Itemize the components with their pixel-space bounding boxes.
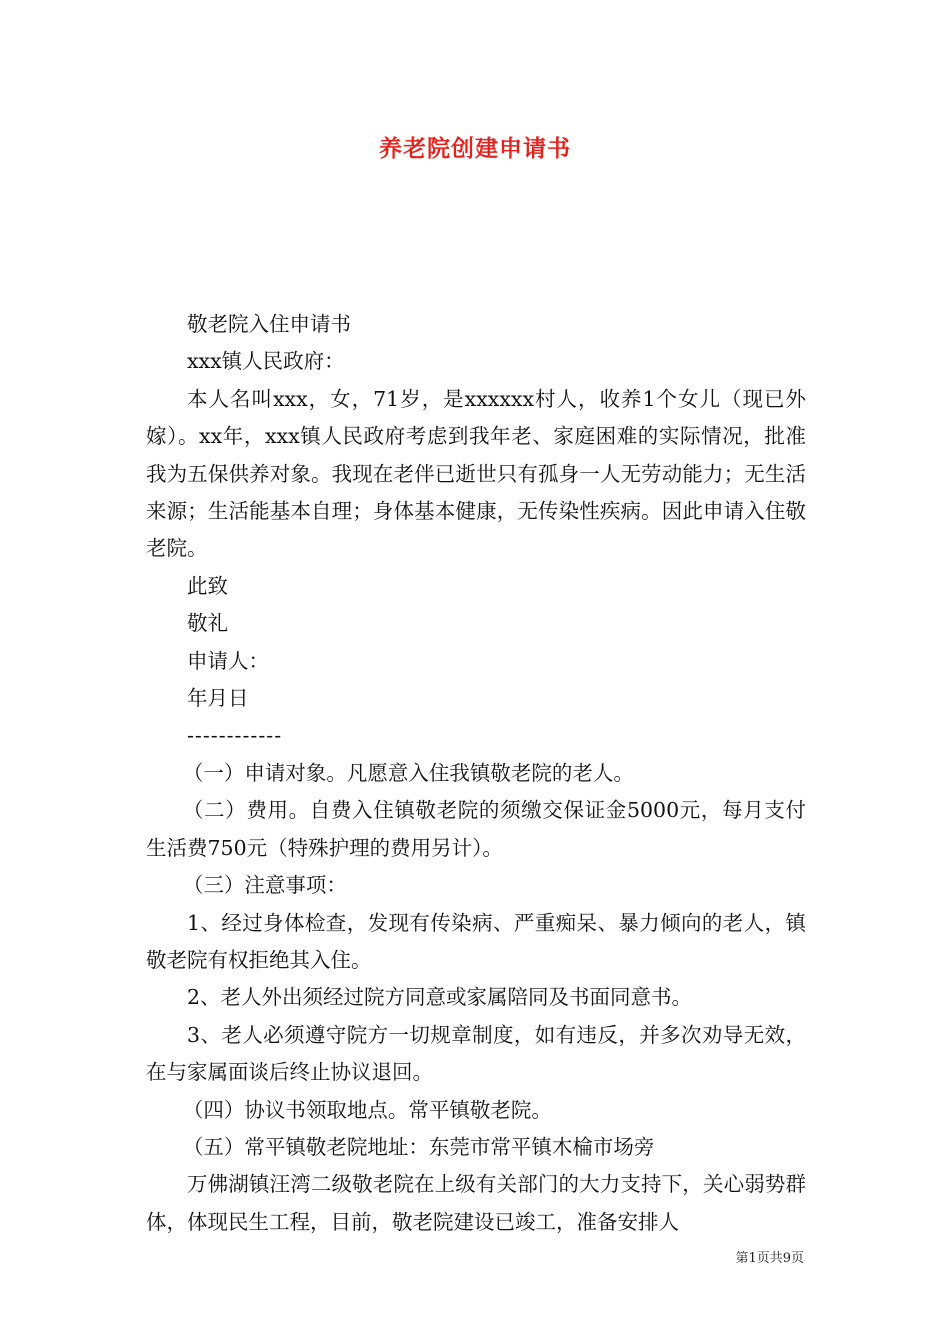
section-divider: ------------ [187,723,283,748]
page-title: 养老院创建申请书 [379,136,571,162]
closing-line: 此致 [187,573,228,598]
applicant-line: 申请人： [187,648,269,673]
rule-address: （五）常平镇敬老院地址：东莞市常平镇木棆市场旁 [182,1134,655,1159]
subheading: 敬老院入住申请书 [187,312,351,336]
closing-paragraph: 万佛湖镇汪湾二级敬老院在上级有关部门的大力支持下，关心弱势群体，体现民生工程，目前，敬老院建设已竣工，准备安排人 [146,1172,806,1234]
rule-applicants: （一）申请对象。凡愿意入住我镇敬老院的老人。 [182,760,634,785]
rule-fees: （二）费用。自费入住镇敬老院的须缴交保证金5000元，每月支付生活费750元（特殊护理的费用另计）。 [146,798,806,860]
application-paragraph: 本人名叫xxx，女，71岁，是xxxxxx村人，收养1个女儿（现已外嫁）。xx年，xxx镇人民政府考虑到我年老、家庭困难的实际情况，批准我为五保供养对象。我现在老伴已逝世只有孤身一人无劳动能力；无生活来源；生活能基本自理；身体基本健康，无传染性疾病。因此申请入住敬老院。 [146,386,806,561]
date-line: 年月日 [187,686,249,711]
rule-note-2: 2、老人外出须经过院方同意或家属陪同及书面同意书。 [187,985,693,1010]
rule-notes-heading: （三）注意事项： [182,873,347,898]
addressee: xxx镇人民政府： [187,349,345,374]
rule-pickup-location: （四）协议书领取地点。常平镇敬老院。 [182,1097,552,1122]
rule-note-1: 1、经过身体检查，发现有传染病、严重痴呆、暴力倾向的老人，镇敬老院有权拒绝其入住。 [146,910,806,972]
document-body [146,306,806,1241]
salutation-line: 敬礼 [187,611,228,636]
page-number: 第1页共9页 [735,1251,804,1266]
rule-note-3: 3、老人必须遵守院方一切规章制度，如有违反，并多次劝导无效，在与家属面谈后终止协议退回。 [146,1022,806,1085]
